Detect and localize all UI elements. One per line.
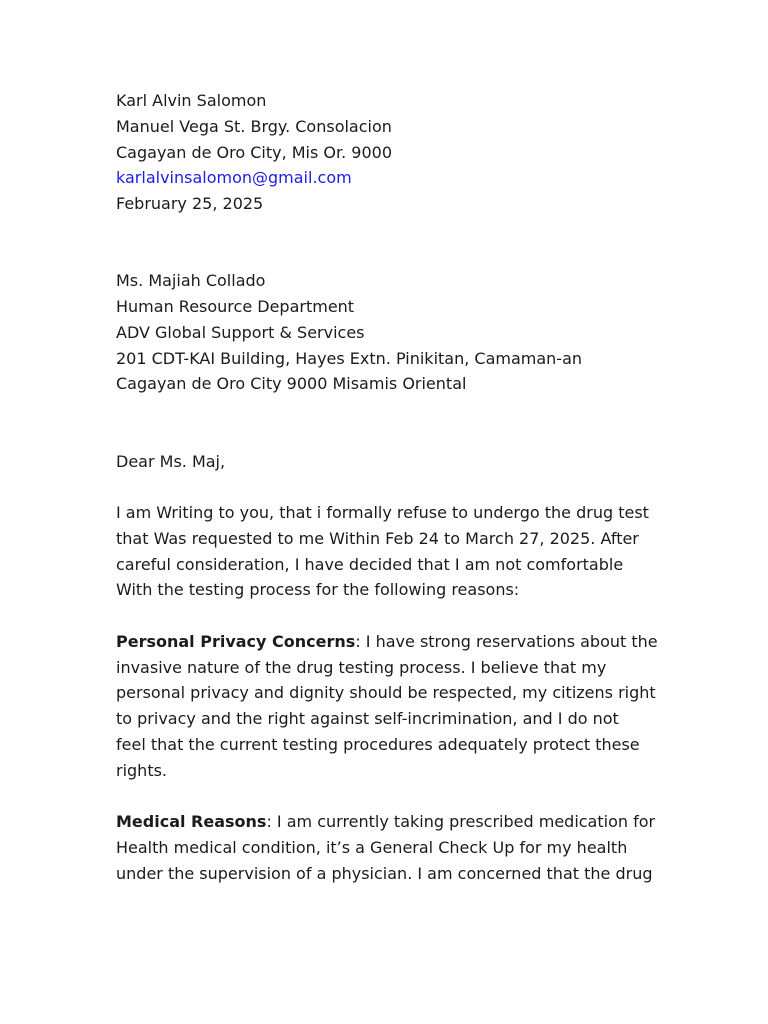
letter-body (116, 88, 756, 886)
recipient-department: Human Resource Department (116, 297, 355, 316)
paragraph-line: to privacy and the right against self-incrimination, and I do not (116, 709, 619, 728)
paragraph-line: invasive nature of the drug testing process. I believe that my (116, 657, 607, 677)
spacer (116, 783, 756, 809)
recipient-block (116, 268, 756, 397)
sender-block (116, 88, 756, 217)
spacer (116, 397, 756, 449)
recipient-address-line-1: 201 CDT-KAI Building, Hayes Extn. Pinikitan, Camaman-an (116, 348, 583, 368)
paragraph-line: under the supervision of a physician. I am concerned that the drug (116, 863, 653, 883)
paragraph-line: feel that the current testing procedures adequately protect these (116, 734, 640, 754)
paragraph-line: that Was requested to me Within Feb 24 to March 27, 2025. After (116, 528, 639, 548)
sender-city: Cagayan de Oro City, Mis Or. 9000 (116, 142, 393, 162)
medical-heading: Medical Reasons (116, 812, 267, 831)
recipient-address-line-2: Cagayan de Oro City 9000 Misamis Oriental (116, 374, 467, 394)
paragraph-line: rights. (116, 760, 168, 780)
paragraph-text: : I am currently taking prescribed medication for (266, 812, 656, 831)
paragraph-line (116, 629, 756, 655)
paragraph-line: careful consideration, I have decided that I am not comfortable (116, 554, 624, 574)
medical-paragraph (116, 809, 756, 886)
paragraph-text: : I have strong reservations about the (355, 631, 658, 651)
paragraph-line: Health medical condition, it’s a General Check Up for my health (116, 837, 628, 857)
spacer (116, 474, 756, 500)
privacy-heading: Personal Privacy Concerns (116, 631, 356, 651)
paragraph-line: I am Writing to you, that i formally refuse to undergo the drug test (116, 503, 649, 522)
sender-name: Karl Alvin Salomon (116, 91, 267, 110)
privacy-paragraph (116, 629, 756, 784)
spacer (116, 603, 756, 629)
spacer (116, 217, 756, 269)
letter-date: February 25, 2025 (116, 194, 264, 213)
paragraph-line: With the testing process for the following reasons: (116, 580, 520, 600)
paragraph-line (116, 809, 756, 835)
salutation: Dear Ms. Maj, (116, 451, 226, 471)
recipient-name: Ms. Majiah Collado (116, 271, 266, 291)
recipient-company: ADV Global Support & Services (116, 322, 365, 342)
sender-street: Manuel Vega St. Brgy. Consolacion (116, 116, 392, 136)
sender-email-link[interactable]: karlalvinsalomon@gmail.com (116, 168, 352, 188)
sender-email-line (116, 165, 756, 191)
intro-paragraph (116, 500, 756, 603)
paragraph-line: personal privacy and dignity should be respected, my citizens right (116, 683, 656, 703)
